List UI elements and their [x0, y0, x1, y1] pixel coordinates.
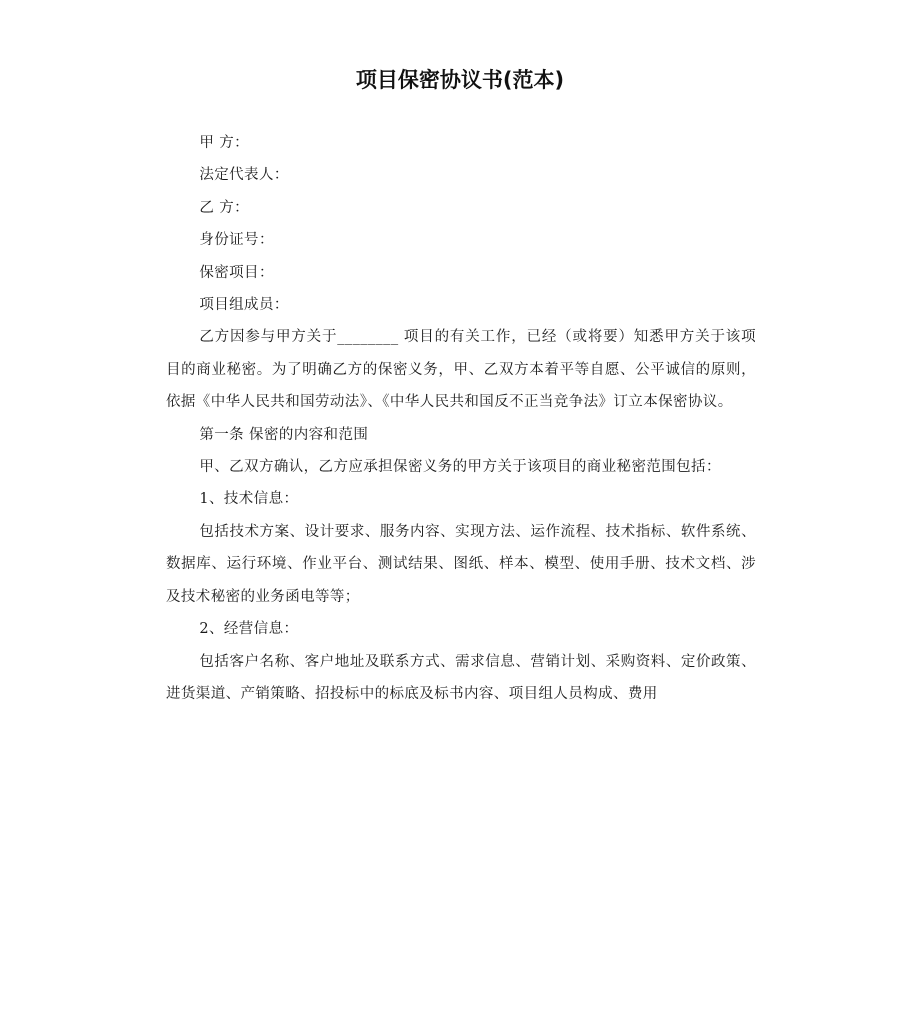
business-info-paragraph: 包括客户名称、客户地址及联系方式、需求信息、营销计划、采购资料、定价政策、进货渠道、产销策略、招投标中的标底及标书内容、项目组人员构成、费用: [166, 653, 756, 702]
party-b-line: 乙 方：: [199, 199, 250, 216]
document-body: [166, 127, 756, 710]
technical-info-paragraph: 包括技术方案、设计要求、服务内容、实现方法、运作流程、技术指标、软件系统、数据库、运行环境、作业平台、测试结果、图纸、样本、模型、使用手册、技术文档、涉及技术秘密的业务函电等等；: [166, 523, 756, 605]
id-number-line: 身份证号：: [199, 232, 274, 249]
business-info-heading: 2、经营信息：: [199, 621, 299, 638]
technical-info-heading: 1、技术信息：: [199, 491, 299, 508]
article-one-heading: 第一条 保密的内容和范围: [199, 426, 369, 443]
legal-representative-line: 法定代表人：: [199, 167, 289, 184]
project-members-line: 项目组成员：: [199, 297, 289, 314]
party-a-line: 甲 方：: [199, 135, 250, 151]
document-title: 项目保密协议书(范本): [355, 68, 565, 92]
confidential-project-line: 保密项目：: [199, 264, 274, 281]
scope-paragraph: 甲、乙双方确认，乙方应承担保密义务的甲方关于该项目的商业秘密范围包括：: [199, 459, 721, 476]
preamble-paragraph: 乙方因参与甲方关于________ 项目的有关工作，已经（或将要）知悉甲方关于该项目的商业秘密。为了明确乙方的保密义务，甲、乙双方本着平等自愿、公平诚信的原则，依据《中华人民共和国劳动法》、《中华人民共和国反不正当竞争法》订立本保密协议。: [166, 329, 756, 411]
